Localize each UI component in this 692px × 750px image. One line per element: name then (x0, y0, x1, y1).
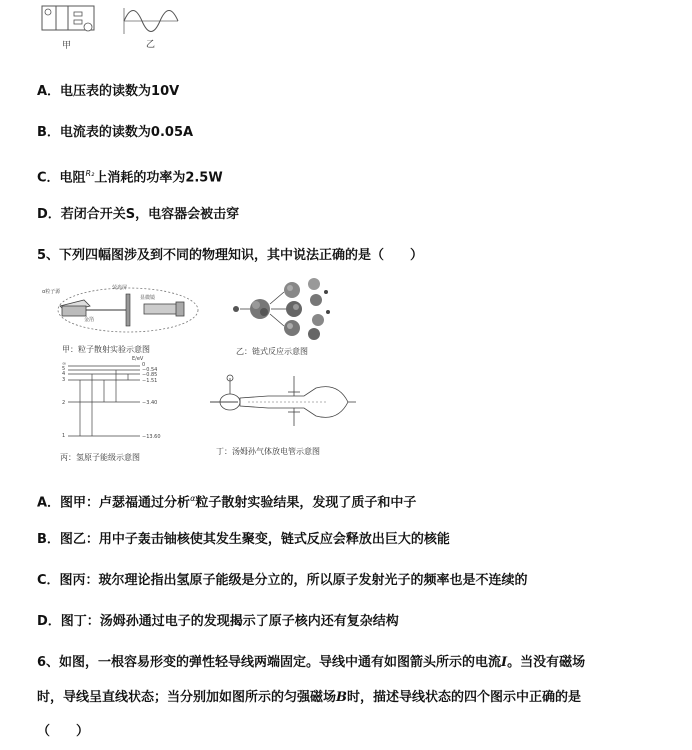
q5-stem: 5、下列四幅图涉及到不同的物理知识，其中说法正确的是（ ） (37, 248, 424, 263)
fig-discharge-tube (208, 372, 358, 430)
fig-chain-reaction (226, 276, 336, 342)
q6-line-2-pre: 时，导线呈直线状态；当分别加如图所示的匀强磁场 (37, 690, 337, 705)
q6-answer-blank: （ ） (37, 724, 90, 739)
figure-yi-label: 乙 (146, 40, 156, 50)
energy-level-n-5: 5 (62, 366, 66, 372)
fig-b-caption: 乙：链式反应示意图 (236, 347, 308, 356)
sine-wave-svg (120, 6, 180, 36)
energy-level-n-4: 4 (62, 371, 66, 377)
energy-unit-label: E/eV (132, 356, 144, 362)
energy-level-n-inf: ∞ (62, 361, 67, 367)
energy-level-e-2: −3.40 (142, 400, 158, 406)
q4-option-c-post: 上消耗的功率为2.5W (94, 170, 223, 186)
fig-a-label-screen: 荧光屏 (112, 285, 128, 291)
q6-line-1-post: 。当没有磁场 (507, 655, 586, 670)
fig-c-caption: 丙：氢原子能级示意图 (60, 453, 140, 462)
discharge-tube-svg (208, 372, 358, 430)
q6-line-2-post: 时，描述导线状态的四个图示中正确的是 (347, 690, 582, 705)
fig-a-label-source: α粒子源 (42, 289, 61, 295)
q5-option-b: B．图乙：用中子轰击铀核使其发生聚变，链式反应会释放出巨大的核能 (37, 532, 450, 547)
energy-level-e-1: −13.60 (142, 434, 161, 440)
q6-line-2 (37, 690, 581, 706)
q5-option-a-pre: A．图甲：卢瑟福通过分析 (37, 495, 191, 511)
q6-current-symbol: I (501, 655, 508, 670)
energy-level-e-3: −1.51 (142, 378, 158, 384)
q5-option-d: D．图丁：汤姆孙通过电子的发现揭示了原子核内还有复杂结构 (37, 614, 399, 629)
q5-option-a (37, 491, 416, 511)
fig-a-label-foil: 金箔 (84, 317, 95, 323)
fig-a-label-microscope: 显微镜 (140, 295, 156, 301)
energy-level-e-5: −0.54 (142, 367, 158, 373)
energy-level-e-4: −0.85 (142, 372, 158, 378)
energy-level-n-1: 1 (62, 433, 66, 439)
energy-level-n-2: 2 (62, 400, 66, 406)
q6-line-1 (37, 655, 585, 671)
q5-option-a-symbol: α (190, 494, 196, 503)
q4-option-c-symbol: R₂ (85, 169, 95, 178)
q4-option-b: B．电流表的读数为0.05A (37, 125, 194, 140)
q4-option-c (37, 166, 223, 186)
q5-option-c: C．图丙：玻尔理论指出氢原子能级是分立的，所以原子发射光子的频率也是不连续的 (37, 573, 528, 588)
fig-d-caption: 丁：汤姆孙气体放电管示意图 (216, 447, 320, 456)
q4-option-d: D．若闭合开关S，电容器会被击穿 (37, 207, 240, 222)
figure-jia-label: 甲 (62, 41, 72, 51)
q6-line-1-pre: 6、如图，一根容易形变的弹性轻导线两端固定。导线中通有如图箭头所示的电流 (37, 655, 502, 670)
q5-option-a-post: 粒子散射实验结果，发现了质子和中子 (195, 495, 417, 511)
fig-a-caption: 甲：粒子散射实验示意图 (62, 345, 150, 354)
energy-level-e-inf: 0 (142, 362, 146, 368)
figure-jia-circuit (38, 0, 100, 36)
q6-field-symbol: B (336, 690, 348, 705)
q4-option-c-pre: C．电阻 (37, 170, 86, 186)
energy-level-n-3: 3 (62, 377, 66, 383)
chain-reaction-svg (226, 276, 336, 342)
circuit-diagram-svg (38, 0, 100, 36)
q4-option-a: A．电压表的读数为10V (37, 84, 180, 99)
figure-yi-wave (120, 6, 180, 36)
